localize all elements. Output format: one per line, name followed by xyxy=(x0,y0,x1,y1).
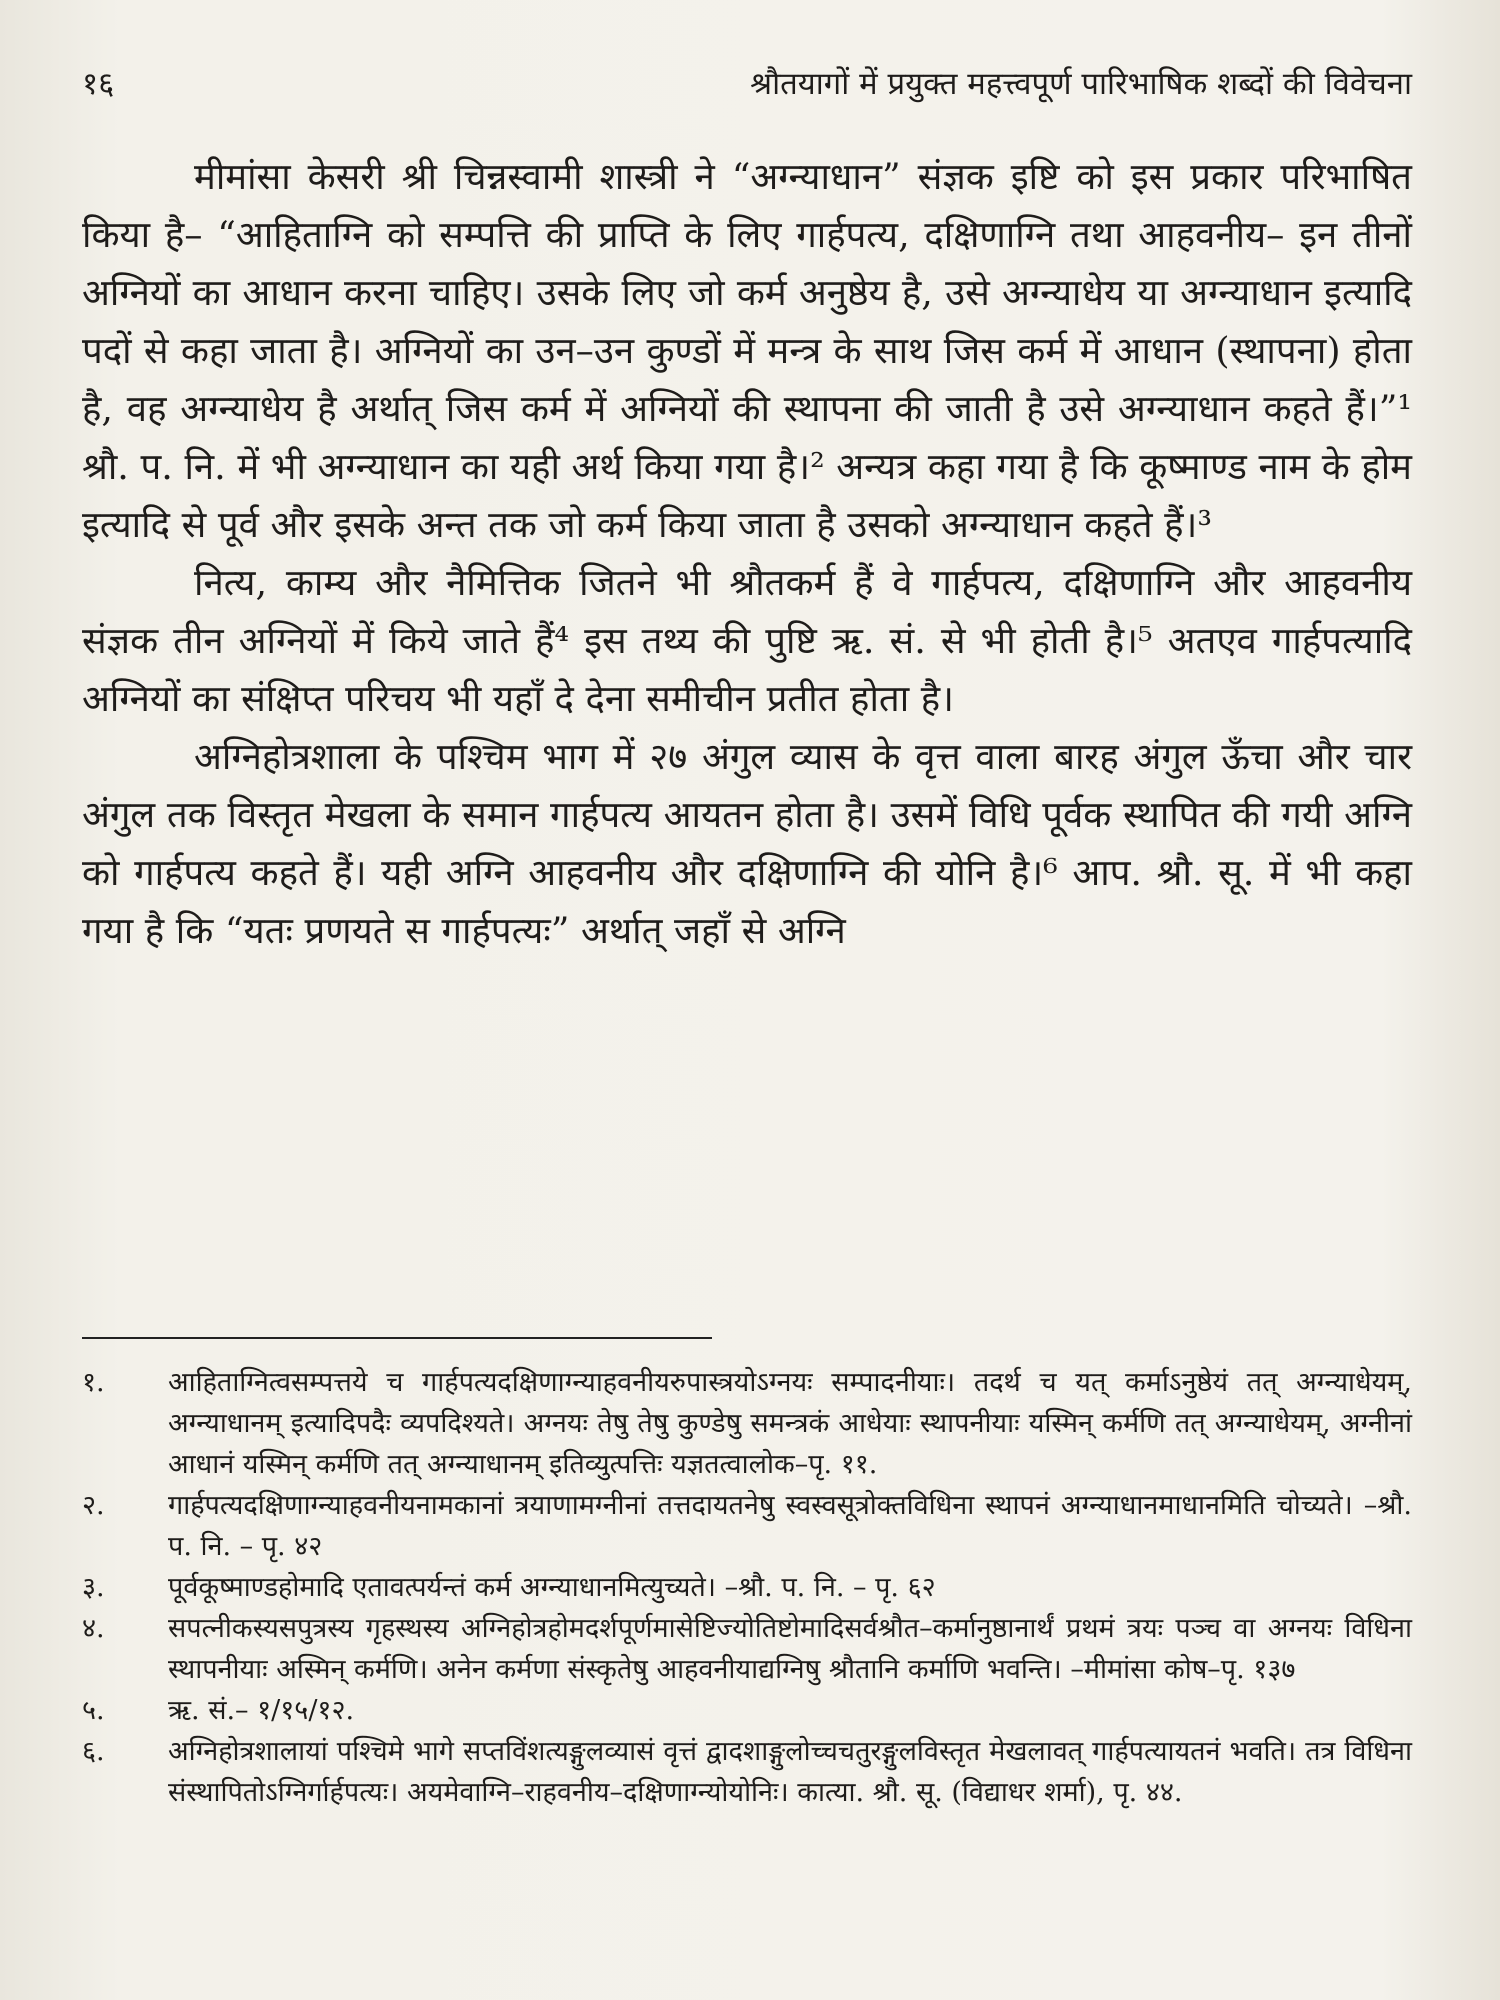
footnote-number: ४. xyxy=(82,1613,105,1644)
footnote-number: ३. xyxy=(82,1572,105,1603)
page-header xyxy=(82,62,1412,114)
footnote xyxy=(82,1362,1412,1485)
page-number: १६ xyxy=(82,66,115,102)
main-text xyxy=(82,148,1412,960)
footnote xyxy=(82,1731,1412,1813)
running-title: श्रौतयागों में प्रयुक्त महत्त्वपूर्ण पारिभाषिक शब्दों की विवेचना xyxy=(750,66,1412,102)
footnote-text: सपत्नीकस्यसपुत्रस्य गृहस्थस्य अग्निहोत्रहोमदर्शपूर्णमासेष्टिज्योतिष्टोमादिसर्वश्रौत–कर्मानुष्ठानार्थं प्रथमं त्रयः पञ्च वा अग्नयः विधिना स्थापनीयाः अस्मिन् कर्मणि। अनेन कर्मणा संस्कृतेषु आहवनीयाद्यग्निषु श्रौतानि कर्माणि भवन्ति। –मीमांसा कोष–पृ. १३७ xyxy=(168,1613,1412,1685)
footnote-number: १. xyxy=(82,1367,105,1398)
footnote-text: गार्हपत्यदक्षिणाग्न्याहवनीयनामकानां त्रयाणामग्नीनां तत्तदायतनेषु स्वस्वसूत्रोक्तविधिना स्थापनं अग्न्याधानमाधानमिति चोच्यते। –श्रौ. प. नि. – पृ. ४२ xyxy=(168,1490,1412,1562)
footnote-divider xyxy=(82,1337,712,1339)
footnote-number: ५. xyxy=(82,1695,105,1726)
paragraph: नित्य, काम्य और नैमित्तिक जितने भी श्रौतकर्म हैं वे गार्हपत्य, दक्षिणाग्नि और आहवनीय संज्ञक तीन अग्नियों में किये जाते हैं⁴ इस तथ्य की पुष्टि ऋ. सं. से भी होती है।⁵ अतएव गार्हपत्यादि अग्नियों का संक्षिप्त परिचय भी यहाँ दे देना समीचीन प्रतीत होता है। xyxy=(82,561,1412,720)
footnote xyxy=(82,1690,1412,1731)
footnote xyxy=(82,1485,1412,1567)
footnote-number: ६. xyxy=(82,1736,105,1767)
footnote-text: ऋ. सं.– १/१५/१२. xyxy=(168,1695,355,1726)
footnote xyxy=(82,1567,1412,1608)
footnote-number: २. xyxy=(82,1490,105,1521)
footnote-text: पूर्वकूष्माण्डहोमादि एतावत्पर्यन्तं कर्म अग्न्याधानमित्युच्यते। –श्रौ. प. नि. – पृ. ६२ xyxy=(168,1572,936,1603)
paragraph: मीमांसा केसरी श्री चिन्नस्वामी शास्त्री ने “अग्न्याधान” संज्ञक इष्टि को इस प्रकार परिभाषित किया है– “आहिताग्नि को सम्पत्ति की प्राप्ति के लिए गार्हपत्य, दक्षिणाग्नि तथा आहवनीय– इन तीनों अग्नियों का आधान करना चाहिए। उसके लिए जो कर्म अनुष्ठेय है, उसे अग्न्याधेय या अग्न्याधान इत्यादि पदों से कहा जाता है। अग्नियों का उन–उन कुण्डों में मन्त्र के साथ जिस कर्म में आधान (स्थापना) होता है, वह अग्न्याधेय है अर्थात् जिस कर्म में अग्नियों की स्थापना की जाती है उसे अग्न्याधान कहते हैं।”¹ श्रौ. प. नि. में भी अग्न्याधान का यही अर्थ किया गया है।² अन्यत्र कहा गया है कि कूष्माण्ड नाम के होम इत्यादि से पूर्व और इसके अन्त तक जो कर्म किया जाता है उसको अग्न्याधान कहते हैं।³ xyxy=(82,155,1412,546)
paragraph: अग्निहोत्रशाला के पश्चिम भाग में २७ अंगुल व्यास के वृत्त वाला बारह अंगुल ऊँचा और चार अंगुल तक विस्तृत मेखला के समान गार्हपत्य आयतन होता है। उसमें विधि पूर्वक स्थापित की गयी अग्नि को गार्हपत्य कहते हैं। यही अग्नि आहवनीय और दक्षिणाग्नि की योनि है।⁶ आप. श्रौ. सू. में भी कहा गया है कि “यतः प्रणयते स गार्हपत्यः” अर्थात् जहाँ से अग्नि xyxy=(82,735,1412,952)
footnote xyxy=(82,1608,1412,1690)
footnote-text: अग्निहोत्रशालायां पश्चिमे भागे सप्तविंशत्यङ्गुलव्यासं वृत्तं द्वादशाङ्गुलोच्चचतुरङ्गुलविस्तृत मेखलावत् गार्हपत्यायतनं भवति। तत्र विधिना संस्थापितोऽग्निर्गार्हपत्यः। अयमेवाग्नि–राहवनीय–दक्षिणाग्न्योयोनिः। कात्या. श्रौ. सू. (विद्याधर शर्मा), पृ. ४४. xyxy=(168,1736,1412,1808)
footnotes xyxy=(82,1362,1412,1813)
footnote-text: आहिताग्नित्वसम्पत्तये च गार्हपत्यदक्षिणाग्न्याहवनीयरुपास्त्रयोऽग्नयः सम्पादनीयाः। तदर्थ च यत् कर्माऽनुष्ठेयं तत् अग्न्याधेयम्, अग्न्याधानम् इत्यादिपदैः व्यपदिश्यते। अग्नयः तेषु तेषु कुण्डेषु समन्त्रकं आधेयाः स्थापनीयाः यस्मिन् कर्मणि तत् अग्न्याधेयम्, अग्नीनां आधानं यस्मिन् कर्मणि तत् अग्न्याधानम् इतिव्युत्पत्तिः यज्ञतत्वालोक–पृ. ११. xyxy=(168,1367,1412,1480)
